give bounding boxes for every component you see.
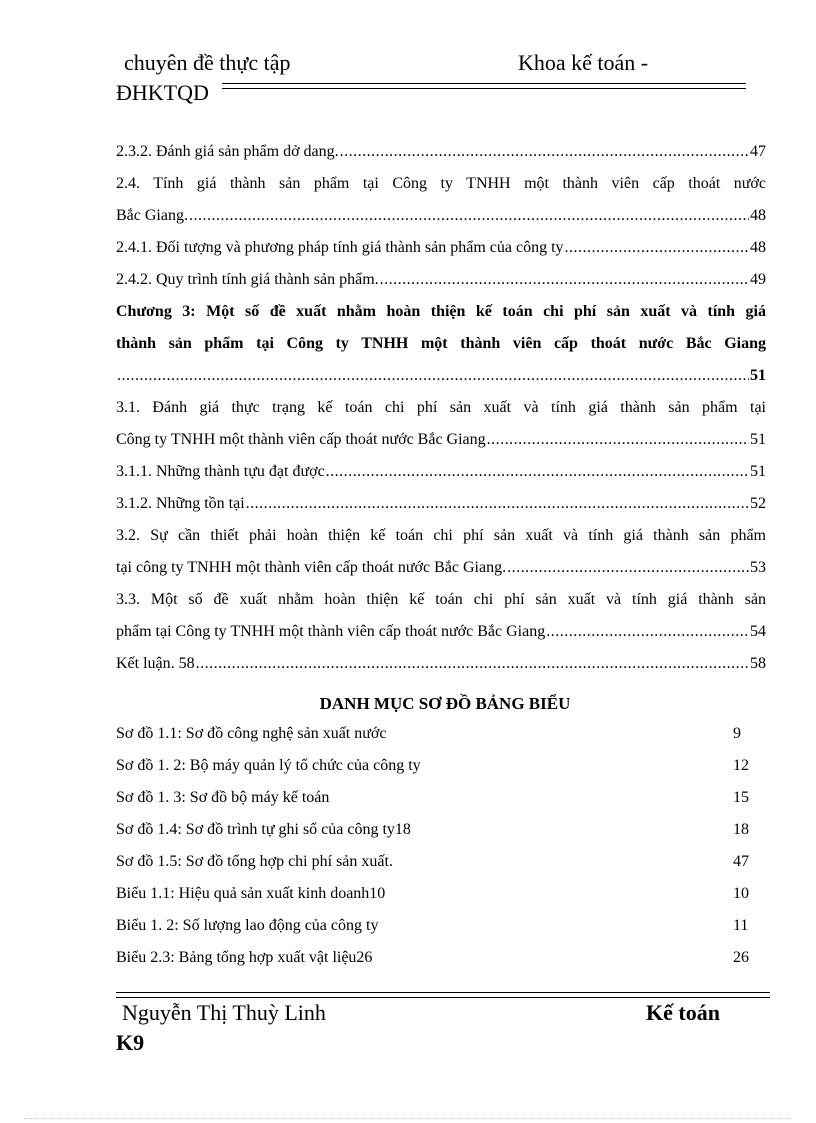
toc-entry-page: 49: [750, 271, 766, 288]
dot-leader: [380, 271, 749, 289]
toc-entry-title: phẩm tại Công ty TNHH một thành viên cấp thoát nước Bắc Giang: [116, 623, 546, 640]
figure-list-item: [116, 853, 756, 885]
toc-entry-line: 3.1. Đánh giá thực trạng kế toán chi phí sản xuất và tính giá thành sản phẩm tại: [116, 399, 766, 416]
toc-entry-page: 52: [750, 495, 766, 512]
figure-list-item: [116, 789, 756, 821]
figure-page: 9: [733, 725, 741, 742]
figure-list: [116, 725, 756, 981]
figure-page: 26: [733, 949, 749, 966]
toc-entry-title: Công ty TNHH một thành viên cấp thoát nước Bắc Giang: [116, 431, 486, 448]
figure-label: Biểu 1. 2: Số lượng lao động của công ty: [116, 917, 379, 934]
figure-page: 15: [733, 789, 749, 806]
header-continuation-text: ĐHKTQD: [116, 80, 209, 105]
table-of-contents: [116, 143, 766, 687]
toc-entry: [116, 207, 766, 239]
figure-page: 18: [733, 821, 749, 838]
dot-leader: [507, 559, 749, 577]
dot-leader: [487, 431, 749, 449]
toc-entry-title: 2.4.2. Quy trình tính giá thành sản phẩm.: [116, 271, 379, 288]
header-left-text: chuyên đề thực tập: [124, 50, 291, 75]
page-bottom-dotted-edge: [24, 1118, 792, 1119]
footer-author: Nguyễn Thị Thuỳ Linh: [122, 1000, 326, 1025]
toc-entry-title: 2.4.1. Đối tượng và phương pháp tính giá thành sản phẩm của công ty: [116, 239, 564, 256]
footer-department: Kế toán: [646, 1000, 720, 1025]
footer-double-rule: [116, 992, 770, 998]
toc-entry: [116, 559, 766, 591]
toc-entry-title: tại công ty TNHH một thành viên cấp thoát nước Bắc Giang.: [116, 559, 507, 576]
toc-entry: [116, 431, 766, 463]
figure-page: 47: [733, 853, 749, 870]
toc-chapter-line: Chương 3: Một số đề xuất nhằm hoàn thiện kế toán chi phí sản xuất và tính giá: [116, 303, 766, 320]
dot-leader: [196, 655, 749, 673]
figure-label: Sơ đồ 1.4: Sơ đồ trình tự ghi sổ của công ty18: [116, 821, 411, 838]
dot-leader: [340, 143, 749, 161]
toc-entry-page: 48: [750, 207, 766, 224]
toc-entry-title: Kết luận. 58: [116, 655, 195, 672]
toc-entry-title: 2.3.2. Đánh giá sản phẩm dở dang.: [116, 143, 339, 160]
figure-label: Sơ đồ 1. 2: Bộ máy quản lý tổ chức của công ty: [116, 757, 421, 774]
toc-entry: [116, 239, 766, 271]
figure-label: Biểu 1.1: Hiệu quả sản xuất kinh doanh10: [116, 885, 386, 902]
toc-entry-line: 3.2. Sự cần thiết phải hoàn thiện kế toán chi phí sản xuất và tính giá thành sản phẩm: [116, 527, 766, 544]
toc-entry-page: 58: [750, 655, 766, 672]
figure-page: 10: [733, 885, 749, 902]
toc-entry: [116, 367, 766, 399]
figure-label: Sơ đồ 1.5: Sơ đồ tổng hợp chi phí sản xuất.: [116, 853, 393, 870]
dot-leader: [546, 623, 749, 641]
toc-entry-page: 51: [750, 367, 766, 384]
toc-entry-page: 47: [750, 143, 766, 160]
figure-label: Biểu 2.3: Bảng tổng hợp xuất vật liệu26: [116, 949, 373, 966]
figure-list-item: [116, 885, 756, 917]
header-right-text: Khoa kế toán -: [518, 50, 649, 75]
header-double-rule: [222, 83, 746, 89]
toc-entry: [116, 623, 766, 655]
toc-entry-line: 3.3. Một số đề xuất nhằm hoàn thiện kế toán chi phí sản xuất và tính giá thành sản: [116, 591, 766, 608]
figure-list-title: DANH MỤC SƠ ĐỒ BẢNG BIỂU: [319, 694, 571, 713]
figure-label: Sơ đồ 1.1: Sơ đồ công nghệ sản xuất nước: [116, 725, 387, 742]
footer-continuation: K9: [116, 1030, 145, 1055]
dot-leader: [189, 207, 749, 225]
toc-entry-page: 48: [750, 239, 766, 256]
toc-entry-line: 2.4. Tính giá thành sản phẩm tại Công ty TNHH một thành viên cấp thoát nước: [116, 175, 766, 192]
toc-entry: [116, 143, 766, 175]
toc-entry-page: 53: [750, 559, 766, 576]
toc-entry: [116, 495, 766, 527]
toc-entry-title: 3.1.1. Những thành tựu đạt được: [116, 463, 325, 480]
figure-list-item: [116, 725, 756, 757]
dot-leader: [326, 463, 749, 481]
dot-leader: [117, 367, 749, 385]
dot-leader: [565, 239, 749, 257]
figure-list-item: [116, 949, 756, 981]
toc-entry-title: Bắc Giang.: [116, 207, 188, 224]
figure-list-item: [116, 821, 756, 853]
figure-list-item: [116, 757, 756, 789]
toc-entry: [116, 463, 766, 495]
toc-entry-title: 3.1.2. Những tồn tại: [116, 495, 245, 512]
toc-entry-page: 51: [750, 463, 766, 480]
toc-entry-page: 54: [750, 623, 766, 640]
toc-entry: [116, 271, 766, 303]
figure-label: Sơ đồ 1. 3: Sơ đồ bộ máy kế toán: [116, 789, 330, 806]
figure-page: 12: [733, 757, 749, 774]
toc-entry-page: 51: [750, 431, 766, 448]
figure-page: 11: [733, 917, 749, 934]
dot-leader: [246, 495, 749, 513]
toc-chapter-line: thành sản phẩm tại Công ty TNHH một thành viên cấp thoát nước Bắc Giang: [116, 335, 766, 352]
figure-list-item: [116, 917, 756, 949]
toc-entry: [116, 655, 766, 687]
